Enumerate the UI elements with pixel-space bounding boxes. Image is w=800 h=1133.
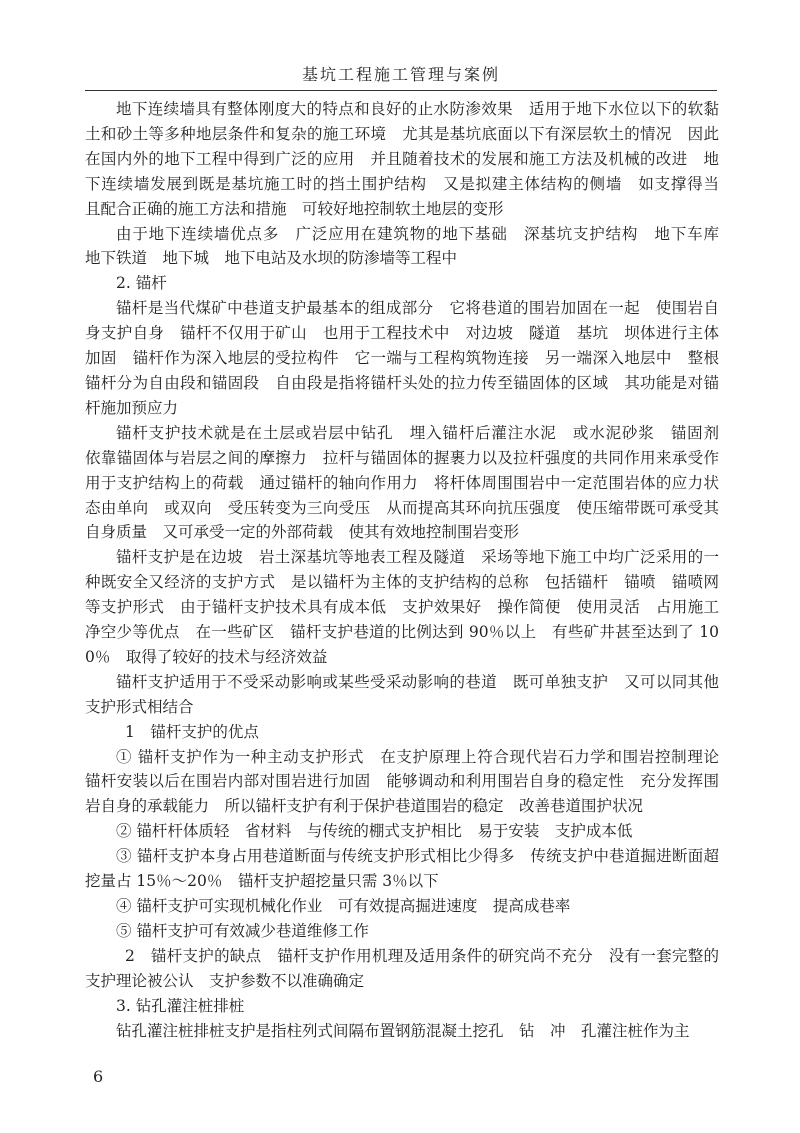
paragraph-diaphragm-wall-applications: 由于地下连续墙优点多 广泛应用在建筑物的地下基础 深基坑支护结构 地下车库 地下铁道 地下城 地下电站及水坝的防渗墙等工程中 (85, 224, 735, 268)
section-heading-anchor: 2. 锚杆 (116, 274, 167, 293)
subheading-anchor-advantages: 1 锚杆支护的优点 (125, 722, 259, 741)
header-divider (85, 90, 717, 91)
paragraph-anchor-technique: 锚杆支护技术就是在土层或岩层中钻孔 埋入锚杆后灌注水泥 或水泥砂浆 锚固剂 依靠锚固体与岩层之间的摩擦力 拉杆与锚固体的握裹力以及拉杆强度的共同作用来承受作用于支护结构上的荷载 通过锚杆的轴向作用力 将杆体周围围岩中一定范围岩体的应力状态由单向 或双向 受压转变为三向受压 从而提高其环向抗压强度 使压缩带既可承受其自身质量 又可承受一定的外部荷载 使其有效地控制围岩变形 (85, 423, 735, 542)
list-item-advantage-1: ① 锚杆支护作为一种主动支护形式 在支护原理上符合现代岩石力学和围岩控制理论 锚杆安装以后在围岩内部对围岩进行加固 能够调动和利用围岩自身的稳定性 充分发挥围岩自身的承载能力 所以锚杆支护有利于保护巷道围岩的稳定 改善巷道围护状况 (85, 747, 735, 816)
list-item-advantage-3: ③ 锚杆支护本身占用巷道断面与传统支护形式相比少得多 传统支护中巷道掘进断面超挖量占 15％～20％ 锚杆支护超挖量只需 3％以下 (85, 847, 719, 891)
section-heading-bored-piles: 3. 钻孔灌注桩排桩 (116, 996, 245, 1015)
list-item-advantage-2: ② 锚杆杆体质轻 省材料 与传统的棚式支护相比 易于安装 支护成本低 (116, 822, 633, 841)
page-body (85, 97, 735, 1043)
paragraph-anchor-applicability: 锚杆支护适用于不受采动影响或某些受采动影响的巷道 既可单独支护 又可以同其他支护形式相结合 (85, 672, 719, 716)
paragraph-bored-piles-definition: 钻孔灌注桩排桩支护是指柱列式间隔布置钢筋混凝土挖孔 钻 冲 孔灌注桩作为主 (116, 1021, 690, 1040)
paragraph-anchor-disadvantages: 2 锚杆支护的缺点 锚杆支护作用机理及适用条件的研究尚不充分 没有一套完整的支护理论被公认 支护参数不以准确确定 (85, 946, 719, 990)
list-item-advantage-5: ⑤ 锚杆支护可有效减少巷道维修工作 (116, 921, 369, 940)
running-title: 基坑工程施工管理与案例 (301, 65, 500, 84)
paragraph-anchor-definition: 锚杆是当代煤矿中巷道支护最基本的组成部分 它将巷道的围岩加固在一起 使围岩自身支护自身 锚杆不仅用于矿山 也用于工程技术中 对边坡 隧道 基坑 坝体进行主体加固 锚杆作为深入地层的受拉构件 它一端与工程构筑物连接 另一端深入地层中 整根锚杆分为自由段和锚固段 自由段是指将锚杆头处的拉力传至锚固体的区域 其功能是对锚杆施加预应力 (85, 299, 719, 417)
paragraph-anchor-usage: 锚杆支护是在边坡 岩土深基坑等地表工程及隧道 采场等地下施工中均广泛采用的一种既安全又经济的支护方式 是以锚杆为主体的支护结构的总称 包括锚杆 锚喷 锚喷网等支护形式 由于锚杆支护技术具有成本低 支护效果好 操作简便 使用灵活 占用施工净空少等优点 在一些矿区 锚杆支护巷道的比例达到 90％以上 有些矿井甚至达到了 100％ 取得了较好的技术与经济效益 (85, 548, 719, 666)
paragraph-diaphragm-wall-advantages: 地下连续墙具有整体刚度大的特点和良好的止水防渗效果 适用于地下水位以下的软黏土和砂土等多种地层条件和复杂的施工环境 尤其是基坑底面以下有深层软土的情况 因此在国内外的地下工程中得到广泛的应用 并且随着技术的发展和施工方法及机械的改进 地下连续墙发展到既是基坑施工时的挡土围护结构 又是拟建主体结构的侧墙 如支撑得当 且配合正确的施工方法和措施 可较好地控制软土地层的变形 (85, 100, 735, 218)
page-number: 6 (93, 1067, 104, 1086)
list-item-advantage-4: ④ 锚杆支护可实现机械化作业 可有效提高掘进速度 提高成巷率 (116, 897, 571, 915)
